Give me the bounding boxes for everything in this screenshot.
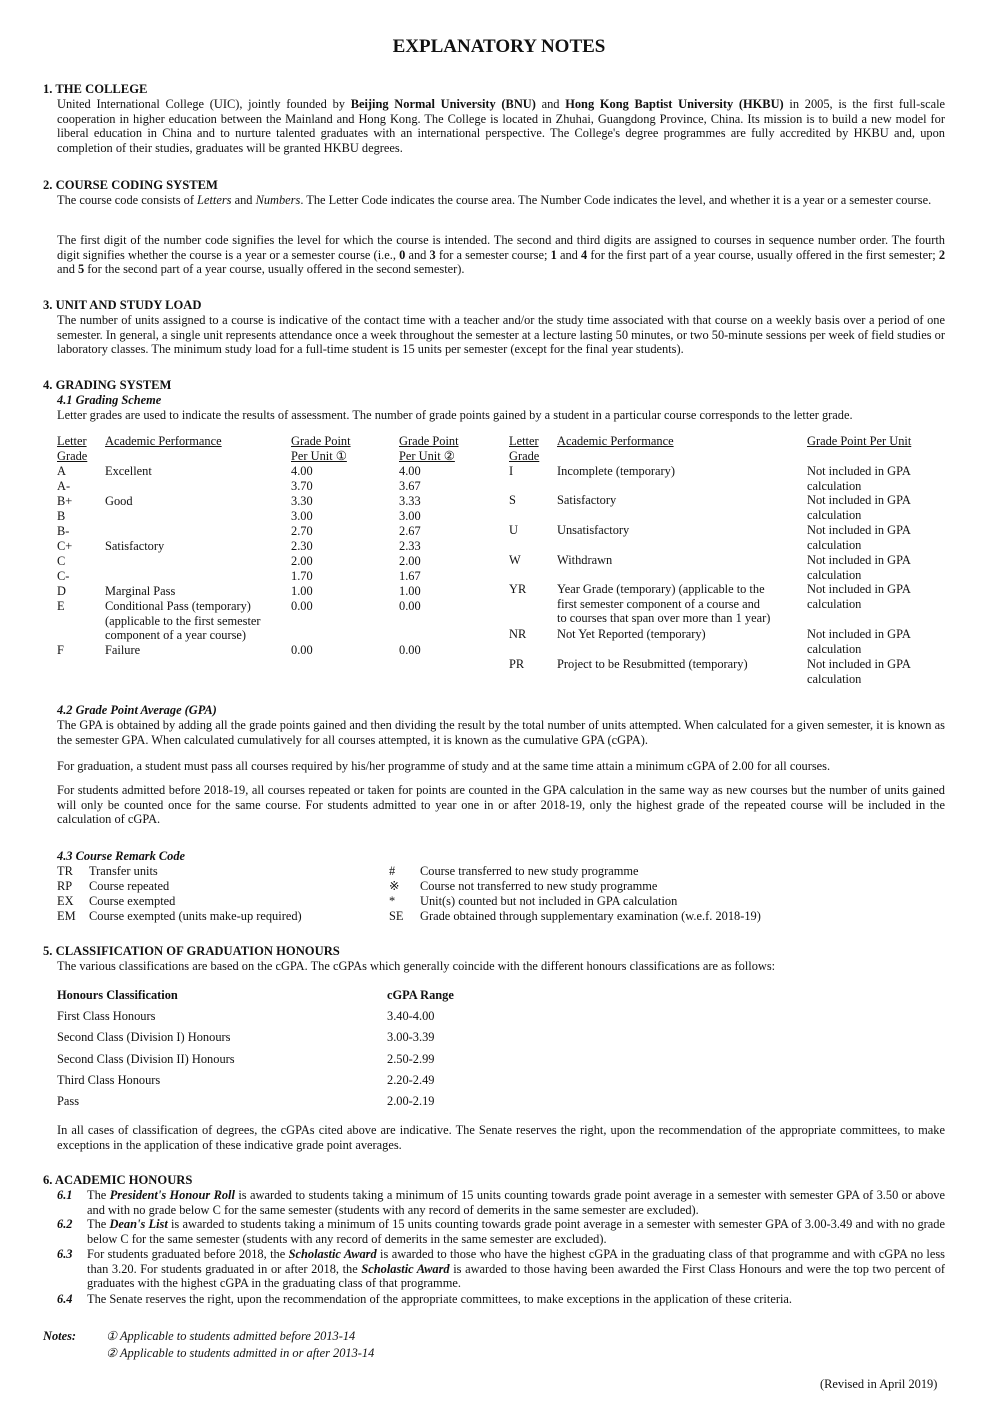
grade-point-note: Not included in GPA calculation <box>807 464 911 493</box>
grade-performance: Excellent <box>105 464 152 478</box>
grade-point-note: Not included in GPA calculation <box>807 627 911 656</box>
remark-code: ※ <box>389 879 400 893</box>
honour-item-number: 6.1 <box>57 1188 73 1202</box>
grade-letter: B <box>57 509 66 523</box>
grade-letter: YR <box>509 582 527 596</box>
grade-point-2: 2.67 <box>399 524 421 538</box>
section-5-intro: The various classifications are based on the cGPA. The cGPAs which generally coincide with the different honours classifications are as follows: <box>57 959 776 973</box>
remark-description: Course repeated <box>89 879 170 893</box>
grade-performance: Withdrawn <box>557 553 613 567</box>
grade-point-1: 3.70 <box>291 479 313 493</box>
revision-date: (Revised in April 2019) <box>820 1377 938 1391</box>
honour-item-text: For students graduated before 2018, the Scholastic Award is awarded to those who have the highest cGPA in the graduating class of that programme and with cGPA no less than 3.20. For students graduated in or after 2018, the Scholastic Award is awarded to those having been awarded the First Class Honours and were the top two percent of graduates with the highest cGPA in the graduating class of that programme. <box>87 1247 946 1291</box>
grade-table-right-header-letter: Letter Grade <box>509 434 540 463</box>
grade-point-note: Not included in GPA calculation <box>807 657 911 686</box>
grade-point-1: 1.70 <box>291 569 313 583</box>
remark-code: # <box>389 864 396 878</box>
honours-cgpa-range: 2.50-2.99 <box>387 1051 435 1066</box>
grade-letter: C <box>57 554 66 568</box>
remark-code: RP <box>57 879 73 893</box>
honours-cgpa-range: 2.20-2.49 <box>387 1072 435 1087</box>
remark-code: TR <box>57 864 73 878</box>
grade-table-right-header-gp: Grade Point Per Unit <box>807 434 912 448</box>
grade-letter: B+ <box>57 494 73 508</box>
grade-point-2: 0.00 <box>399 599 421 613</box>
remark-description: Course exempted (units make-up required) <box>89 909 302 923</box>
grade-point-2: 0.00 <box>399 643 421 657</box>
grade-letter: U <box>509 523 518 537</box>
honours-classification: Third Class Honours <box>57 1072 161 1087</box>
honours-cgpa-range: 3.40-4.00 <box>387 1009 435 1023</box>
grade-table-header-letter: Letter Grade <box>57 434 88 463</box>
grade-performance: Satisfactory <box>105 539 165 553</box>
grade-point-1: 2.00 <box>291 554 313 568</box>
section-2-heading: 2. COURSE CODING SYSTEM <box>43 178 218 192</box>
honour-item-number: 6.2 <box>57 1217 73 1231</box>
grade-point-2: 3.67 <box>399 479 421 493</box>
grade-letter: PR <box>509 657 525 671</box>
remark-description: Grade obtained through supplementary examination (w.e.f. 2018-19) <box>420 909 761 923</box>
grade-point-note: Not included in GPA calculation <box>807 582 911 611</box>
remark-description: Transfer units <box>89 864 158 878</box>
grade-performance: Conditional Pass (temporary) (applicable to the first semester component of a year course) <box>105 599 261 643</box>
remark-description: Course exempted <box>89 894 176 908</box>
grade-letter: D <box>57 584 66 598</box>
section-3-text: The number of units assigned to a course is indicative of the contact time with a teacher and/or the study time associated with that course on a weekly basis over a period of one semester. In general, a single unit represents attendance once a week throughout the semester at a lecture lasting 50 minutes, or two 50-minute sessions per week of field studies or laboratory classes. The minimum study load for a full-time student is 15 units per semester (except for the final year students). <box>57 313 945 357</box>
honours-cgpa-range: 2.00-2.19 <box>387 1094 435 1109</box>
subsection-4-2-title: 4.2 Grade Point Average (GPA) <box>57 703 217 717</box>
honour-item-number: 6.4 <box>57 1292 73 1306</box>
remark-code: * <box>389 894 396 908</box>
section-2-para-2: The first digit of the number code signifies the level for which the course is intended. The second and third digits are assigned to courses in sequence number order. The fourth digit signifies whether the course is a year or a semester course (i.e., 0 and 3 for a semester course; 1 and 4 for the first part of a year course, usually offered in the first semester; 2 and 5 for the second part of a year course, usually offered in the second semester). <box>57 233 946 277</box>
grade-point-1: 0.00 <box>291 643 313 657</box>
grade-point-2: 1.00 <box>399 584 421 598</box>
honours-classification: Second Class (Division II) Honours <box>57 1051 235 1066</box>
grade-performance: Not Yet Reported (temporary) <box>557 627 706 641</box>
grade-letter: E <box>57 599 65 613</box>
grade-letter: W <box>509 553 521 567</box>
grade-point-1: 2.70 <box>291 524 313 538</box>
grade-table-header-performance: Academic Performance <box>105 434 222 448</box>
grade-letter: C- <box>57 569 70 583</box>
section-6-heading: 6. ACADEMIC HONOURS <box>43 1173 193 1187</box>
grade-point-2: 3.33 <box>399 494 421 508</box>
grade-letter: NR <box>509 627 527 641</box>
grade-point-note: Not included in GPA calculation <box>807 553 911 582</box>
grade-performance: Good <box>105 494 133 508</box>
grade-letter: F <box>57 643 64 657</box>
grade-point-2: 2.33 <box>399 539 421 553</box>
section-1-heading: 1. THE COLLEGE <box>43 82 148 96</box>
section-1-text: United International College (UIC), jointly founded by Beijing Normal University (BNU) and Hong Kong Baptist University (HKBU) in 2005, is the first full-scale cooperation in higher education between the Mainland and Hong Kong. The College is located in Zhuhai, Guangdong Province, China. Its mission is to build a new model for liberal education in China and to nurture talented graduates with an international perspective. The College's degree programmes are fully accredited by HKBU and, upon completion of their studies, graduates will be granted HKBU degrees. <box>57 97 946 155</box>
grade-table-right-header-performance: Academic Performance <box>557 434 674 448</box>
grade-point-note: Not included in GPA calculation <box>807 523 911 552</box>
honours-col-cgpa: cGPA Range <box>387 988 454 1002</box>
grade-point-2: 3.00 <box>399 509 421 523</box>
grade-point-2: 4.00 <box>399 464 421 478</box>
section-5-heading: 5. CLASSIFICATION OF GRADUATION HONOURS <box>43 944 340 958</box>
remark-code: SE <box>389 909 404 923</box>
honours-col-classification: Honours Classification <box>57 988 178 1002</box>
grade-table-header-gp2: Grade Point Per Unit ② <box>399 434 459 463</box>
gpa-para-2: For graduation, a student must pass all courses required by his/her programme of study and at the same time attain a minimum cGPA of 2.00 for all courses. <box>57 759 831 773</box>
grade-point-2: 2.00 <box>399 554 421 568</box>
gpa-para-1: The GPA is obtained by adding all the grade points gained and then dividing the result by the total number of units attempted. When calculated for a given semester, it is known as the semester GPA. When calculated cumulatively for all courses attempted, it is known as the cumulative GPA (cGPA). <box>57 718 945 747</box>
honour-item-text: The President's Honour Roll is awarded to students taking a minimum of 15 units counting towards grade point average in a semester with semester GPA of 3.50 or above and with no grade below C for the same semester (students with any record of demerits in the same semester are excluded). <box>87 1188 945 1217</box>
honours-cgpa-range: 3.00-3.39 <box>387 1030 435 1045</box>
remark-code: EM <box>57 909 76 923</box>
grade-performance: Satisfactory <box>557 493 617 507</box>
remark-description: Course transferred to new study programme <box>420 864 639 878</box>
note-2: ② Applicable to students admitted in or after 2013-14 <box>106 1346 375 1360</box>
honours-classification: Second Class (Division I) Honours <box>57 1030 231 1045</box>
grade-table-header-gp1: Grade Point Per Unit ① <box>291 434 351 463</box>
grade-letter: B- <box>57 524 70 538</box>
notes-label: Notes: <box>43 1329 77 1343</box>
grade-point-1: 3.00 <box>291 509 313 523</box>
grade-point-1: 1.00 <box>291 584 313 598</box>
section-5-outro: In all cases of classification of degrees, the cGPAs cited above are indicative. The Senate reserves the right, upon the recommendation of the appropriate committees, to make exceptions in the application of these indicative grade point averages. <box>57 1123 945 1152</box>
grade-performance: Year Grade (temporary) (applicable to the first semester component of a course and to courses that span over more than 1 year) <box>557 582 771 626</box>
grade-letter: A- <box>57 479 71 493</box>
honour-item-number: 6.3 <box>57 1247 73 1261</box>
grade-performance: Incomplete (temporary) <box>557 464 676 478</box>
page-title: EXPLANATORY NOTES <box>392 36 606 57</box>
honour-item-text: The Dean's List is awarded to students taking a minimum of 15 units counting towards grade point average in a semester with semester GPA of 3.00-3.49 and with no grade below C for the same semester (students with any record of demerits in the same semester are excluded). <box>87 1217 945 1246</box>
grade-letter: I <box>509 464 514 478</box>
remark-description: Unit(s) counted but not included in GPA calculation <box>420 894 678 908</box>
honour-item-text: The Senate reserves the right, upon the recommendation of the appropriate committees, to make exceptions in the application of these criteria. <box>87 1292 792 1306</box>
grade-point-1: 3.30 <box>291 494 313 508</box>
subsection-4-1-text: Letter grades are used to indicate the results of assessment. The number of grade points gained by a student in a particular course corresponds to the letter grade. <box>57 408 853 422</box>
remark-description: Course not transferred to new study programme <box>420 879 658 893</box>
grade-point-1: 0.00 <box>291 599 313 613</box>
gpa-para-3: For students admitted before 2018-19, all courses repeated or taken for points are counted in the GPA calculation in the same way as new courses but the number of units gained will only be counted once for the same course. For students admitted to year one in or after 2018-19, only the highest grade of the repeated course will be included in the calculation of cGPA. <box>57 783 945 827</box>
section-2-para-1: The course code consists of Letters and Numbers. The Letter Code indicates the course area. The Number Code indicates the level, and whether it is a year or a semester course. <box>57 193 932 207</box>
grade-point-note: Not included in GPA calculation <box>807 493 911 522</box>
grade-performance: Marginal Pass <box>105 584 176 598</box>
grade-letter: A <box>57 464 66 478</box>
remark-code: EX <box>57 894 74 908</box>
grade-letter: C+ <box>57 539 73 553</box>
grade-point-1: 2.30 <box>291 539 313 553</box>
grade-performance: Failure <box>105 643 141 657</box>
grade-point-1: 4.00 <box>291 464 313 478</box>
honours-classification: First Class Honours <box>57 1009 156 1023</box>
section-4-heading: 4. GRADING SYSTEM <box>43 378 172 392</box>
grade-point-2: 1.67 <box>399 569 421 583</box>
subsection-4-3-title: 4.3 Course Remark Code <box>57 849 186 863</box>
section-3-heading: 3. UNIT AND STUDY LOAD <box>43 298 202 312</box>
grade-performance: Project to be Resubmitted (temporary) <box>557 657 748 671</box>
honours-classification: Pass <box>57 1094 80 1109</box>
subsection-4-1-title: 4.1 Grading Scheme <box>57 393 162 407</box>
grade-performance: Unsatisfactory <box>557 523 630 537</box>
grade-letter: S <box>509 493 516 507</box>
note-1: ① Applicable to students admitted before 2013-14 <box>106 1329 356 1343</box>
